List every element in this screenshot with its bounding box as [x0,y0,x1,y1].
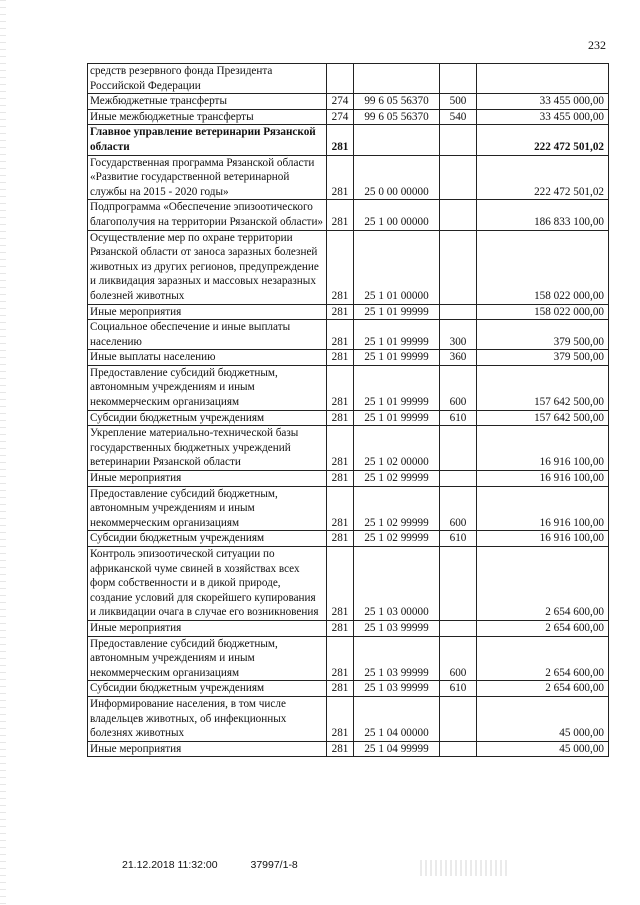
row-name-cell: Укрепление материально-технической базы государственных бюджетных учреждений ветеринарии Рязанской области [88,426,327,471]
row-code-cell: 281 [327,620,354,636]
row-code-cell: 281 [327,200,354,230]
table-row [88,200,609,230]
row-amount-cell: 33 455 000,00 [477,109,609,125]
table-row [88,486,609,531]
row-vr-cell: 610 [440,681,477,697]
row-name-cell: Предоставление субсидий бюджетным, автономным учреждениям и иным некоммерческим организациям [88,486,327,531]
row-amount-cell: 157 642 500,00 [477,410,609,426]
row-code-cell: 281 [327,365,354,410]
row-amount-cell: 33 455 000,00 [477,94,609,110]
row-csr-cell: 25 1 01 99999 [354,320,440,350]
faint-scan-mark [420,860,510,876]
footer-doc-number: 37997/1-8 [250,859,298,871]
row-code-cell: 281 [327,531,354,547]
row-name-cell: Иные мероприятия [88,620,327,636]
row-vr-cell: 360 [440,350,477,366]
row-name-cell: Подпрограмма «Обеспечение эпизоотического благополучия на территории Рязанской области» [88,200,327,230]
budget-table [87,63,609,757]
row-name-cell: Информирование населения, в том числе владельцев животных, об инфекционных болезнях животных [88,696,327,741]
row-amount-cell: 186 833 100,00 [477,200,609,230]
row-csr-cell: 25 1 01 99999 [354,365,440,410]
row-code-cell [327,64,354,94]
row-code-cell: 281 [327,741,354,757]
row-csr-cell: 25 1 01 99999 [354,410,440,426]
table-row [88,636,609,681]
row-name-cell: Иные выплаты населению [88,350,327,366]
row-amount-cell: 45 000,00 [477,741,609,757]
row-vr-cell: 300 [440,320,477,350]
row-csr-cell: 25 1 02 00000 [354,426,440,471]
table-row [88,471,609,487]
row-vr-cell [440,125,477,155]
row-vr-cell [440,155,477,200]
row-csr-cell: 99 6 05 56370 [354,94,440,110]
row-csr-cell: 25 1 02 99999 [354,471,440,487]
row-csr-cell: 25 1 03 99999 [354,681,440,697]
row-vr-cell: 610 [440,531,477,547]
row-vr-cell [440,200,477,230]
table-row [88,320,609,350]
row-vr-cell [440,471,477,487]
row-vr-cell [440,620,477,636]
row-amount-cell: 158 022 000,00 [477,304,609,320]
row-code-cell: 281 [327,486,354,531]
row-amount-cell: 222 472 501,02 [477,125,609,155]
row-vr-cell: 600 [440,636,477,681]
row-amount-cell: 16 916 100,00 [477,486,609,531]
table-row [88,94,609,110]
row-vr-cell [440,696,477,741]
table-row [88,64,609,94]
row-amount-cell: 379 500,00 [477,320,609,350]
row-amount-cell: 16 916 100,00 [477,426,609,471]
row-csr-cell: 25 1 01 00000 [354,230,440,304]
row-code-cell: 281 [327,681,354,697]
row-vr-cell [440,426,477,471]
row-name-cell: Осуществление мер по охране территории Рязанской области от заноса заразных болезней животных из других регионов, предупреждение и ликвидация заразных и массовых незаразных болезней животных [88,230,327,304]
row-code-cell: 281 [327,155,354,200]
row-vr-cell [440,741,477,757]
table-row [88,230,609,304]
table-row [88,681,609,697]
row-amount-cell: 2 654 600,00 [477,636,609,681]
row-amount-cell: 16 916 100,00 [477,471,609,487]
row-name-cell: Государственная программа Рязанской области «Развитие государственной ветеринарной службы на 2015 - 2020 годы» [88,155,327,200]
row-amount-cell: 16 916 100,00 [477,531,609,547]
row-csr-cell: 25 1 02 99999 [354,531,440,547]
table-row [88,620,609,636]
row-code-cell: 281 [327,636,354,681]
row-name-cell: Субсидии бюджетным учреждениям [88,410,327,426]
footer-timestamp: 21.12.2018 11:32:00 [122,859,218,871]
row-amount-cell: 2 654 600,00 [477,547,609,621]
row-name-cell: Предоставление субсидий бюджетным, автономным учреждениям и иным некоммерческим организациям [88,365,327,410]
row-vr-cell: 540 [440,109,477,125]
row-name-cell: Социальное обеспечение и иные выплаты населению [88,320,327,350]
row-name-cell: Иные межбюджетные трансферты [88,109,327,125]
row-code-cell: 281 [327,230,354,304]
row-amount-cell: 2 654 600,00 [477,620,609,636]
row-vr-cell [440,230,477,304]
table-row [88,410,609,426]
row-name-cell: Иные мероприятия [88,471,327,487]
row-csr-cell: 25 1 03 00000 [354,547,440,621]
row-name-cell: Контроль эпизоотической ситуации по африканской чуме свиней в хозяйствах всех форм собственности и в дикой природе, создание условий для скорейшего купирования и ликвидации очага в случае его возникновения [88,547,327,621]
budget-table-body [88,64,609,757]
row-name-cell: Субсидии бюджетным учреждениям [88,531,327,547]
table-row [88,109,609,125]
row-csr-cell: 25 1 00 00000 [354,200,440,230]
row-code-cell: 281 [327,320,354,350]
row-csr-cell: 25 1 01 99999 [354,350,440,366]
row-amount-cell [477,64,609,94]
footer-stamp [122,859,298,871]
row-code-cell: 281 [327,350,354,366]
row-csr-cell [354,125,440,155]
row-csr-cell: 25 0 00 00000 [354,155,440,200]
row-code-cell: 281 [327,304,354,320]
table-row [88,304,609,320]
table-row [88,125,609,155]
row-name-cell: Межбюджетные трансферты [88,94,327,110]
table-row [88,350,609,366]
row-vr-cell [440,304,477,320]
row-vr-cell: 500 [440,94,477,110]
table-row [88,547,609,621]
row-name-cell: Субсидии бюджетным учреждениям [88,681,327,697]
row-vr-cell: 600 [440,486,477,531]
table-row [88,155,609,200]
row-amount-cell: 379 500,00 [477,350,609,366]
row-csr-cell: 25 1 03 99999 [354,636,440,681]
row-vr-cell [440,547,477,621]
row-vr-cell [440,64,477,94]
row-amount-cell: 45 000,00 [477,696,609,741]
row-name-cell: Иные мероприятия [88,741,327,757]
row-csr-cell: 25 1 03 99999 [354,620,440,636]
row-amount-cell: 2 654 600,00 [477,681,609,697]
page-number: 232 [588,38,606,52]
table-row [88,741,609,757]
row-code-cell: 281 [327,471,354,487]
row-code-cell: 281 [327,547,354,621]
row-amount-cell: 222 472 501,02 [477,155,609,200]
row-name-cell: Предоставление субсидий бюджетным, автономным учреждениям и иным некоммерческим организациям [88,636,327,681]
row-vr-cell: 610 [440,410,477,426]
row-code-cell: 281 [327,125,354,155]
row-code-cell: 274 [327,109,354,125]
row-csr-cell: 25 1 01 99999 [354,304,440,320]
row-code-cell: 281 [327,696,354,741]
row-code-cell: 274 [327,94,354,110]
row-name-cell: Главное управление ветеринарии Рязанской области [88,125,327,155]
row-amount-cell: 157 642 500,00 [477,365,609,410]
row-name-cell: средств резервного фонда Президента Российской Федерации [88,64,327,94]
row-amount-cell: 158 022 000,00 [477,230,609,304]
row-vr-cell: 600 [440,365,477,410]
row-csr-cell: 25 1 04 00000 [354,696,440,741]
row-csr-cell: 25 1 04 99999 [354,741,440,757]
row-csr-cell: 99 6 05 56370 [354,109,440,125]
row-code-cell: 281 [327,426,354,471]
scan-edge-marks [0,0,6,905]
table-row [88,696,609,741]
row-csr-cell [354,64,440,94]
row-name-cell: Иные мероприятия [88,304,327,320]
row-csr-cell: 25 1 02 99999 [354,486,440,531]
table-row [88,426,609,471]
table-row [88,531,609,547]
row-code-cell: 281 [327,410,354,426]
table-row [88,365,609,410]
